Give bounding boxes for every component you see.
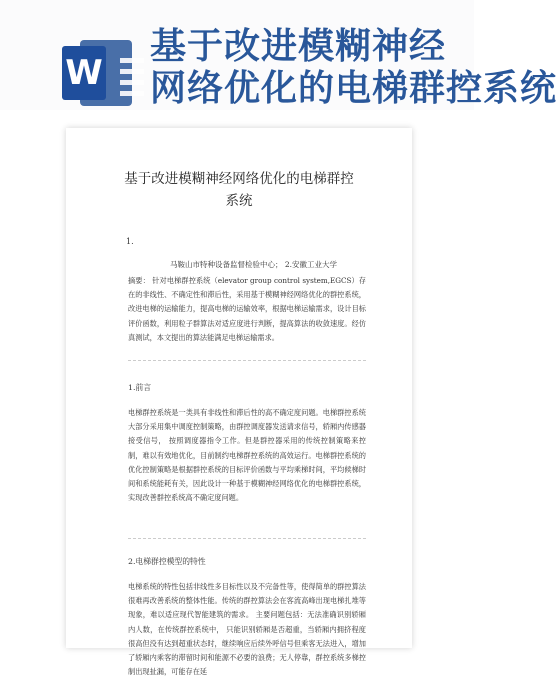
banner-title xyxy=(150,26,557,110)
author-affiliations: 马鞍山市特种设备监督检验中心； 2.安徽工业大学 xyxy=(170,260,338,269)
document-page xyxy=(66,128,412,677)
word-document-icon xyxy=(62,36,132,110)
word-icon-letter: W xyxy=(62,46,106,100)
banner-title-line-1: 基于改进模糊神经 xyxy=(150,26,447,67)
abstract-paragraph: 摘要： 针对电梯群控系统（elevator group control system,EGCS）存在的非线性、不确定性和滞后性，采用基于模糊神经网络优化的群控系统，改进电梯的运输能力，提高电梯的运输效率，根据电梯运输需求，设计目标评价函数，利用粒子群算法对适应度进行判断，提高算法的收敛速度。经仿真测试，本文提出的算法能满足电梯运输需求。 xyxy=(128,276,366,342)
document-title-line-2: 系统 xyxy=(225,193,253,209)
word-icon-lines xyxy=(120,58,144,102)
section-1-paragraph: 电梯群控系统是一类具有非线性和滞后性的高不确定度问题。电梯群控系统大部分采用集中调度控制策略，由群控调度器发送请求信号，轿厢内传感器接受信号， 按照调度器指令工作。但是群控器采用的传统控制策略来控制，难以有效地优化，目前制约电梯群控系统的高效运行。电梯群控系统的优化控制策略是根据群控系统的目标评价函数与平均乘梯时间，平均候梯时间和系统能耗有关，因此设计一种基于模糊神经网络优化的电梯群控系统， 实现改善群控系统高不确定度问题。 xyxy=(128,408,366,503)
section-2-paragraph: 电梯系统的特性包括非线性多目标性以及不完备性等，使得简单的群控算法很难再改善系统的整体性能。传统的群控算法会在客流高峰出现电梯扎堆等现象，难以适应现代智能建筑的需求。 主要问题包括：无法准确识别轿厢内人数，在传统群控系统中， 只能识别轿厢是否超重，当轿厢内拥挤程度很高但没有达到超重状态时，继续响应后续外呼信号但乘客无法进入，增加了轿厢内乘客的滞留时间和能源不必要的浪费；无人停靠，群控系统多梯控制出现扯漏，可能存在延 xyxy=(128,582,366,677)
section-divider xyxy=(128,538,366,539)
document-title xyxy=(80,168,398,212)
section-2-heading: 2.电梯群控模型的特性 xyxy=(128,557,206,566)
section-1-heading: 1.前言 xyxy=(128,383,152,392)
banner-title-line-2: 网络优化的电梯群控系统 xyxy=(150,68,557,109)
document-title-line-1: 基于改进模糊神经网络优化的电梯群控 xyxy=(124,171,354,187)
author-number: 1. xyxy=(126,237,134,246)
preview-banner xyxy=(0,0,557,110)
section-divider xyxy=(128,360,366,361)
